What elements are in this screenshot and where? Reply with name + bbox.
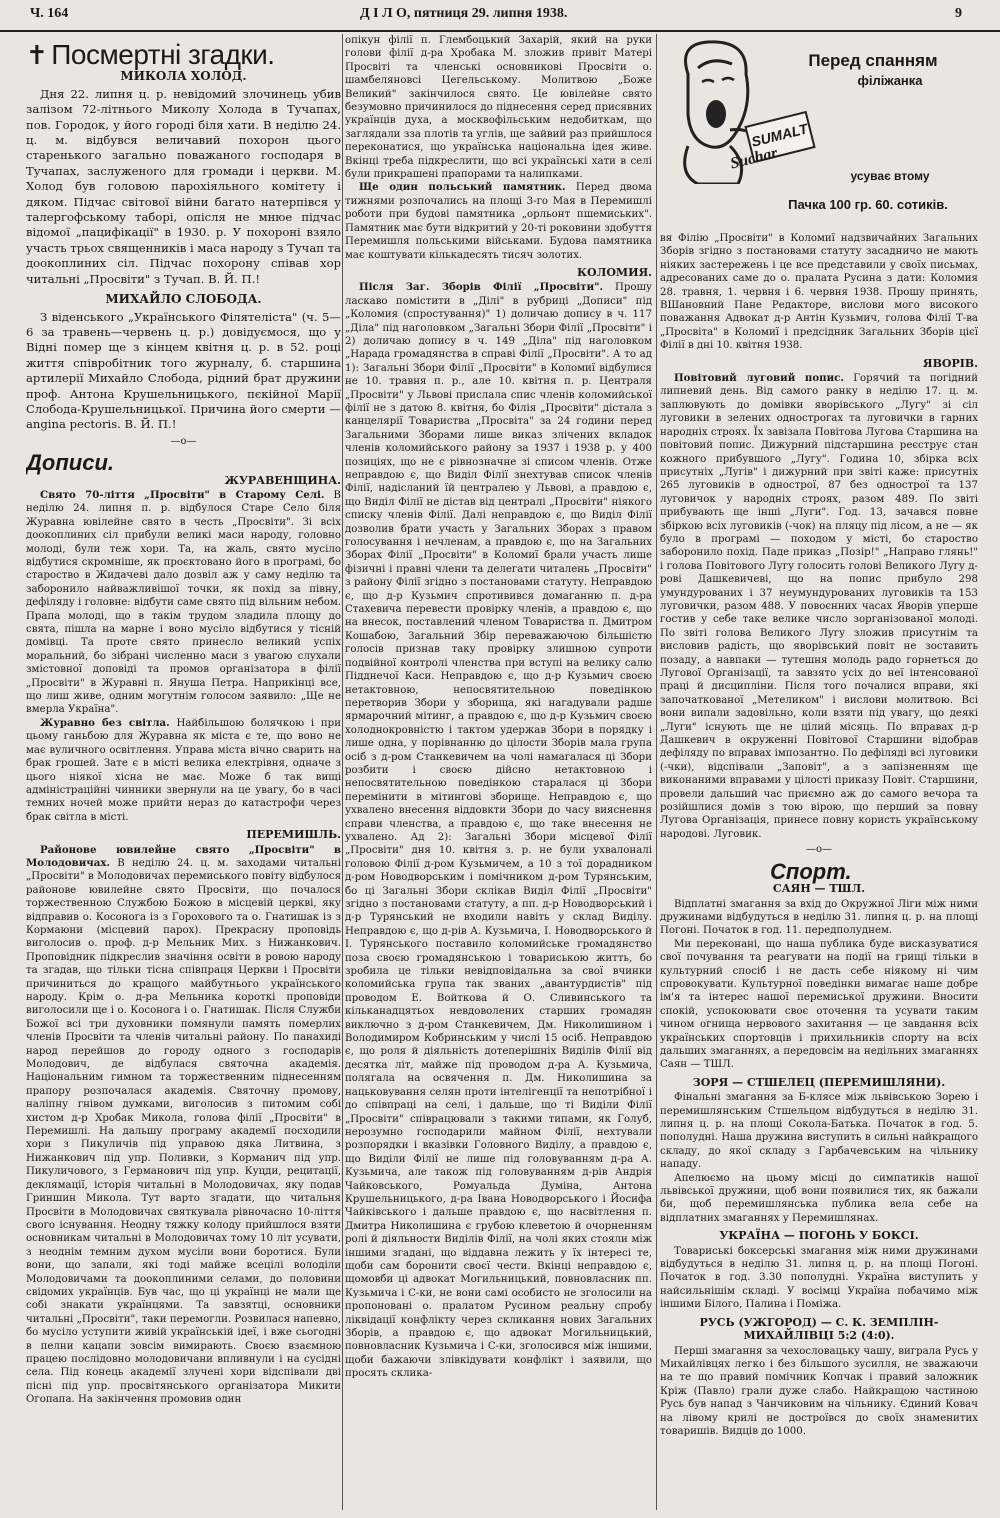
article [26, 489, 341, 717]
article [345, 281, 652, 1380]
sumalt-advertisement [660, 34, 978, 224]
ad-headline: Перед спанням [808, 51, 938, 70]
issue-number: Ч. 164 [30, 6, 69, 21]
obituaries-title: ✝ Посмертні згадки. [26, 39, 275, 70]
column-divider [342, 34, 343, 1510]
article [26, 717, 341, 824]
article-text: В неділю 24. ц. м. заходами читальні „Просвіти" в Молодовичах перемиського повіту відбулося районове ювилейне свято Просвіти, що почалося торжественною Службою Божою в місцевій церкві, яку відправив о. Косонога із з Горохового та о. Гнатишак із з Кормаюни (місцевий парох). Прекрасну проповідь виголосив о. проф. д-р Мельник Мих. з Нижанкович. Проповідник підкреслив значіння освіти в ровою народу та згадав, що тільки тісна співпраця Церкви і Просвіти причиниться до кращого майбутнього українського народу. Крім о. д-ра Мельника короткі проповіди виголосили ще і о. Косонога і о. Гнатишак. Після Служби Божої всі три духовники помянули память померлих членів Просвіти та членів читальні району. По панахиді народ перейшов до городу одного з господарів Молодович, де відбулася святочна академія. Національним гимном та торжественним піднесенням прапору розпочалася академія. Святочну промову, наліпну гнівом думками, виголосив з питомим собі хистом д-р Хробак Микола, голова філії „Просвіти" в Перемишлі. На дальшу програму академії посходили хори з Пикуличів під управою дяка Литвина, з Нижанкович під упр. Поливки, з Корманич під упр. Пикуличового, з Германович під упр. Куцди, рецитації, деклямації, історія читальні в Молодовичах, яку подав Гриншин Микола. Тут варто згадати, що читальня Просвіти в Молодовичах святкувала рівночасно 10-ліття свого існування. Неодну тяжку колоду прийшлося взяти основникам читальні в Молодовичах тому 10 літ усувати, з неоднім темним духом мусіли вони боротися. Були вони, що запали, які тоді майже всецілі володіли Молодовичами та доокоплиними селами, до половини свідомих українців. Був час, що ці українці не мали ще собі знакати українцями. Та завзятці, основники читальні „Просвіти", таки перемогли. Розвилася напевно, бо мусіло уступити живій українській ідеї, і вже сьогодні в пелни кацапи зовсім вимирають. Своєю взаємною працею послідовно молодовичани впливнули і на сусідні села. Під конець академії злучені хори відспівали дві пісні під упр. просвітянського організатора Микити Огопапа. На закінчення промовив один [26, 857, 341, 1406]
brand-logo: SUMALT [744, 111, 815, 163]
column-divider [656, 34, 657, 1510]
ad-claim: усуває втому [850, 169, 930, 183]
ad-price: Пачка 100 гр. 60. сотиків. [788, 197, 948, 212]
article-text: В неділю 24. липня п. р. відбулося Старе Село біля Журавна ювілейне свято в честь „Просвіти". Зі всіх доокоплиних сіл прибули великі маси народу, головно молоді, були теж хори. Та, на жаль, свято мусіло відбутися скромніше, як проєктовано його в програмі, бо староство в Жидачеві дало дозвіл аж у саму неділю та заборонило найважливішої точки, як похід за півну, дефіляду і головне: відбути саме свято під вільним небом. Прапа молоді, що в такім трудом зладила площу до свята, пішла на марне і воно мусіло відбутися у тісній домівці. Та проте свято принесло великий успіх моральний, бо зібрані численно маси з увагою слухали змістовної доповіді та промов організатора в філії „Просвіти" в Журавні п. Януша Петра. Наприкінці все, що лиш живе, одним могутнім голосом заявило: „Ще не вмерла Україна". [26, 489, 341, 716]
sport-text: Ми переконані, що наша публика буде висказуватися свої почування та реагувати на події на грищі тільки в культурний спосіб і не дасть себе ніякому ні чим спровокувати. Культурної поведінки вимагає наше добре ім'я та інтерес нашої перемиської дружини. Вносити спокій, успокоювати своє оточення та усувати таким чином огнища нервового захитання — це завдання всіх українських спортовців і прихильників спорту на всіх дальших змаганнях, а передовсім на недільних змаганнях Саян — ТШЛ. [660, 938, 978, 1071]
article [26, 844, 341, 1407]
sport-text: Товариські боксерські змагання між ними дружинами відбудуться в неділю 31. липня ц. р. на площі Погоні. Початок в год. 3.30 пополудні. Україна виступить у найсильнішім складі. У восімці Україна побачимо між іншими Білого, Палина і Поміжа. [660, 1245, 978, 1311]
sport-text: Фінальні змагання за Б-клясе між львівською Зорею і перемишлянським Стшельцом відбудуться в неділю 31. липня ц. р. на площі Сокола-Батька. Початок в год. 5. пополудні. Наша дружина виступить в сильні найкращого складу, до якої складу з Гарбачевським на чільнику нападу. [660, 1092, 978, 1171]
page-number: 9 [955, 6, 962, 21]
article-lead: Районове ювилейне свято „Просвіти" в Молодовичах. [26, 843, 341, 869]
article-text: вя Філію „Просвіти" в Коломиї надзвичайних Загальних Зборів згідно з постановами статуту засадничо не мають ніяких застережень і це все представили у своїх письмах, адресованих саме до о. пралата Русина з дати: Коломия 28. травня, 1. червня і 6. червня 1938. Прошу принять, ВШановний Пане Редакторе, вислови мого високого поважання Адвокат д-р Антін Кузьмич, голова Філії Т-ва „Просвіта" в Коломиї і предсідник Загальних Зборів цієї Філії в дні 10. квітня 1938. [660, 233, 978, 352]
ad-subline: філіжанка [857, 73, 923, 88]
article [660, 372, 978, 841]
article-text: Найбільшою болячкою і при цьому ганьбою для Журавна як міста є те, що воно не має вуличного освітлення. Управа міста вічно сварить на брак грошей. Зате є в місті велика електрівня, одначе з цього ніякої хісна не має. Може б так вищі адміністраційні чинники звернули на це увагу, бо в часі темних ночей може прийти нераз до катастрофи через брак світла в місті. [26, 717, 341, 823]
article-text: Горячий та погідний липневий день. Від самого ранку в неділю 17. ц. м. заплювують до домівки яворівського „Лугу" зі сіл луговики в зелених однострогах та луговички в гарних народніх строях. Їх завізала Повітова Лугова Старшина на повітовий попис. Дижурний підстаршина реєструє стан кожного прибувшого „Лугу". Година 10, збірка всіх присутніх „Лугів" і дижурний при звіті каже: присутніх 265 луговиків в однострої, 87 без однострої та 137 луговичок у народніх строях, разом 489. По звіті прибувають ще інші „Луги". Год. 13, зачався повне збіркою всіх луговиків (-чок) на пляцу під лісом, а не — як було в програмі — походом у місті, бо староство заборонило похід. Паде приказ „Позір!" „Направо глянь!" і голова Повітового Лугу голосить голові Великого Лугу д-рові Дашкевичеві, що на попис прибуло 298 умундурованих і 37 неумундурованих луговиків та 153 луговички, разом 488. У повоєнних часах Яворів уперше гостив у себе таке велике число зорганізованої молоді. По звіті голова Великого Лугу зложив присутнім та висловив радість, що яворівський повіт не зоставить позаду, а навпаки — тутешня молодь радо горнеться до Лугової Організації, та завзято усіх до неї інтенсованої праці й дисципліни. Після того почалися вправи, які започаткованої „Метеликом" і вислови молитвою. Всі вони випали задовільно, коли взяти під увагу, що деякі „Луги" існують ще не цілий місяць. По вправах д-р Дашкевич в окруженні Повітової Старшини відобрав дефіляду по вправах імпозантно. По дефіляді всі луговики (-чки), відспівали „Заповіт", а з запізненням ще виконаними вправами у цілості приказу Повіт. Старшини, провели дальший час приємно аж до самого вечора та розійшлися домів з тою вірою, що перший за повну Лугова Організація, принесе повну користь українському народові. Луговик. [660, 373, 978, 840]
obituary-text: З віденського „Українського Філятеліста" (ч. 5—6 за травень—червень ц. р.) довідуємося, що у Відні помер ще з кінцем квітня ц. р. в 52. році життя співробітник того журналу, б. старшина артилерії Михайло Слобода, рідний брат дружини проф. Антона Крушельницького, пєкійної Марії Слобода-Крушельницької. Причина його смерти — angina pectoris. В. Й. П.! [26, 309, 341, 432]
obituary-text: Дня 22. липня ц. р. невідомий злочинець убив залізом 72-літнього Миколу Холода в Тучапах, пов. Городок, у його городі біля хати. В неділю 24. ц. м. відбувся величавий похорон цього старенького загально поважаного господаря в Тучапах, заслуженого для громади і церкви. М. Холод був головою парохіяльного комітету і дяком. Підчас світової війни багато натерпівся у талергофському таборі, опісля не мнюе підчас відомої „пацифікації" в 1930. р. У похороні взяло участь трьох священників і маса народу з Тучап та доокоплиних сіл. Підчас похорону співав хор читальні „Просвіти" з Тучап. В. Й. П.! [26, 86, 341, 286]
sport-text: Перші змагання за чехословацьку чашу, виграла Русь у Михайлівцях легко і без більшого зусилля, не зважаючи на те що правий помічник Копчак і правий заложник Кріж (Павло) грали дуже слабо. Найкращою частиною Русь був напад з Чанчиковим на чільнику. Єдиний Ковач на лівому крилі не достроївся до своїх знаменитих товаришів. Видців до 1000. [660, 1345, 978, 1437]
sport-text: Відплатні змагання за вхід до Окружної Ліги між ними дружинами відбудуться в неділю 31. липня ц. р. на площі Погоні. Початок в год. 11. передполуднем. [660, 898, 978, 937]
article-lead: Після Заг. Зборів Філії „Просвіти". [359, 281, 603, 294]
article-text: Перед двома тижнями розпочались на площі 3-го Мая в Перемишлі роботи при будові памятника „орльонт пшемиських". Памятник має бути відкритий у 20-ті роковини здобуття Перемишля польськими військами. Будова памятника має коштувати кількадесять тисяч золотих. [345, 182, 652, 261]
section-title-sport: Спорт. [770, 858, 852, 884]
sport-text: Апелюємо на цьому місці до симпатиків нашої львівської дружини, щоб вони появилися тих, як бажали би, щоб перемишлянська публика вела себе на відплатних змаганнях у Перемишлянах. [660, 1172, 978, 1224]
column-left [26, 34, 341, 1512]
article-lead: Журавно без світла. [40, 716, 170, 729]
place-heading: КОЛОМИЯ. [577, 265, 652, 279]
separator: —о— [805, 844, 833, 856]
obituary-name: МИХАЙЛО СЛОБОДА. [105, 292, 262, 307]
place-heading: ЖУРАВЕНЩИНА. [224, 473, 341, 487]
sport-heading: РУСЬ (УЖГОРОД) — С. К. ЗЕМПЛІН-МИХАЙЛІВЦІ 5:2 (4:0). [699, 1315, 939, 1343]
sport-heading: УКРАЇНА — ПОГОНЬ У БОКСІ. [719, 1229, 919, 1243]
article-text: Прошу ласкаво помістити в „Ділі" в рубриці „Дописи" під „Коломия (спростування)" 1) доличаю допису в ч. 117 „Діла" під наголовком „Загальні Збори Філії „Просвіти" і 2) доличаю допису в ч. 149 „Діла" під наголовком „Нарада громадянства в справі Філії „Просвіти". А то ад 1): Загальні Збори Філії „Просвіти" в Коломиї відбулися не 10. травня п. р., але 10. квітня п. р. Централя „Просвіти" у Львові прислала спис членів коломийської філії не з датою 8. квітня, бо Філія „Просвіти" дістала з канцелярії Товариства „Просвіта" за 24 години перед Загальними Зборами лише виказ злічених вкладок членів коломийського району за 1937 і 1938 р. у 400 позиціях, що не є рівнозначне зі списом членів. Отже неправдою є, що Виділ Філії знехтував список членів Філії, надісланий їй централею у Львові, а правдою є, що Виділ Філії не дістав від централі „Просвіти" ніякого списку членів Філії. Далі неправдою є, що Виділ Філії дозволив брати участь у Загальних Зборах з правом голосування і нечленам, а правдою є, що на Загальних Зборах Філії „Просвіти" в Коломиї брали участь лише фізичні і правні члени та делегати читалень „Просвіти" з району Філії згідно з постановами статуту. Неправдою є, що д-р Кузьмич спротивився домаганню п. д-ра Стахевича перевести провірку членів, а правдою є, що на внесок, поставлений членом Товариства п. Дмитром Кошабою, Загальний Збір переважаючою більшістю голосів признав таку провірку злишною супроти подвійної контролі членства при вступі на велику салю Підднечої Каси. Неправдою є, що д-р Кузьмич своєю нетактовною, непосвятительною поведінкою перетворив Збори у зборища, які нагадували радше ярмарочний мітинг, а правдою є, що д-р Кузьмич своєю холоднокровністю і тактом удержав Збори в порядку і лише одна, у порівнанню до цілости Зборів мала група осіб з д-ром Станкевичем на чолі намагалася ці Збори розбити і своєю дійсно нетактовною і непосвятительною поведінкою старалася ці Збори перемінити в мітингові зборище. Неправдою є, що ухвалено внесення віддовкти Збори до часу вияснення справи членства, а правдою є, що таке внесення не ухвалено. Ад 2): Загальні Збори місцевої Філії „Просвіти" дня 10. квітня з. р. не були ухвалоналі головою Філії д-ром Кузьмичем, а 10 з тої дорадником д-ром Новодворським і помічником д-ром Турянським, бо ці Загальні Збори склікав Виділ Філії „Просвіти" згідно з постановами статуту, а пп. д-р Новодворський і д-р Турянський не входили навіть у склад Виділу. Неправдою є, що д-рів А. Кузьмича, І. Новодворського й І. Турянського поставило коломийське громадянство поза своєю громадянською і товариською житть, бо зробила це тільки невідповідальна за свої вчинки коломийська група так званих „авантурдистів" під проводом Е. Войткова й О. Сливинського та кільканадцятьох невдоволених старших громадян виключно з д-ром Станкевичем, Дм. Николишином і Володимиром Кобринським у числі 15 осіб. Неправдою є, що роля й діяльність дотеперішніх Виділів Філії від десятка літ, майже під проводом д-ра А. Кузьмича, полягала на освячення п. Дм. Николишина за нацьковування селян проти інтелігенції та непотрібної і до співпраці на селі, і дальше, що ті Виділи Філії „Просвіти" співрацювали з такими типами, як Голуб, нерозумно господарили майном Філії, нехтували розпорядки і вказівки Головного Виділу, а правдою є, що Виділи Філії не лише під головуванням д-ра А. Кузьмича, але також під головуванням д-рів Андрія Чайковського, Ромуальда Думіна, Антона Крушельницького, д-ра Івана Новодворського і Йосифа Чайківського і дальше правдою є, що насвітлення п. Дмитра Николишина є грубою клеветою й очорненням ролі й діяльности Виділів Філії, на чолі яких стояли між іншими згадані, що віддавна лежить у їх інтересі те, щоби сам боронити своєї чести. Вкінці неправдою є, щомовби ці адвокат Могильницький, повновласник пп. Кузьмича і С-ки, не вони самі особисто не зголосили на пропоновані о. пралатом Русином реальну спробу ліквідації конфлікту через скликання нових Загальних Зборів, а правдою є, що адвокат Могильницький, повновласник Кузьмича і С-ки, зголосився між іншими, щоби бажаючи злівкідувати конфлікт і заявили, що просять склика- [345, 282, 652, 1380]
column-middle [345, 34, 652, 1512]
place-heading: ЯВОРІВ. [922, 356, 978, 370]
separator: —о— [170, 435, 197, 447]
obituary-name: МИКОЛА ХОЛОД. [120, 69, 247, 84]
article-lead: Повітовий луговий попис. [674, 372, 844, 385]
article-text: опікун філії п. Глембоцький Захарій, який на руки голови філії д-ра Хробака М. зложив привіт Матері Просвіті та членські основникові Просвіти о. шамбеляновсі Цегельському. Молитвою „Боже Великий" закінчилося свято. Це ювілейне свято безумовно причинилося до піднесення серед присявних українців духа, а москвофільським недобиткам, що заглядали зза плотів та углів, ще зайвий раз прийшлося переконатися, що українська національна ідея живе. Вкінці треба підкреслити, що всі українські хати в селі були прикрашені прапорами та налипками. [345, 35, 652, 181]
article [345, 181, 652, 261]
masthead-date: Д І Л О, пятниця 29. липня 1938. [360, 6, 568, 21]
column-right [660, 34, 978, 1512]
article-lead: Ще один польський памятник. [359, 181, 566, 194]
place-heading: ПЕРЕМИШЛЬ. [246, 828, 341, 842]
sport-heading: САЯН — ТШЛ. [772, 882, 866, 896]
section-title-letters: Дописи. [26, 450, 114, 476]
sport-heading: ЗОРЯ — СТШЕЛЕЦ (ПЕРЕМИШЛЯНИ). [692, 1075, 946, 1089]
article-lead: Свято 70-ліття „Просвіти" в Старому Селі. [40, 488, 325, 501]
brand-signature: Suchar [728, 144, 780, 173]
page-header [0, 0, 1000, 32]
cross-icon: ✝ [26, 40, 48, 70]
